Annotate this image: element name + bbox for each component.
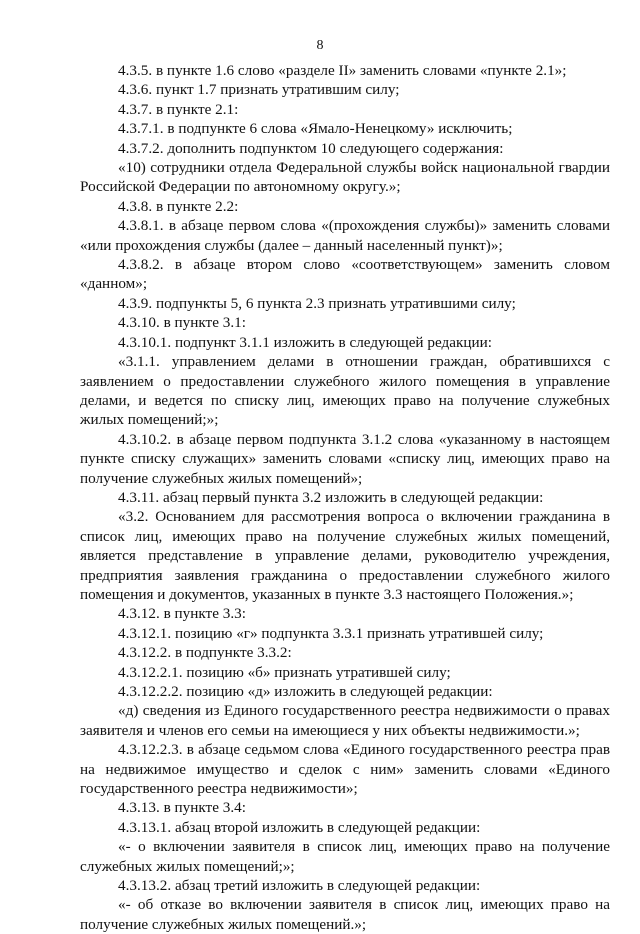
paragraph: 4.3.10. в пункте 3.1: (118, 314, 246, 332)
paragraph: 4.3.12.2.1. позицию «б» признать утратившей силу; (118, 663, 451, 681)
paragraph: 4.3.6. пункт 1.7 признать утратившим силу; (118, 81, 400, 99)
paragraph: 4.3.5. в пункте 1.6 слово «разделе II» заменить словами «пункте 2.1»; (118, 62, 567, 79)
paragraph: 4.3.7. в пункте 2.1: (118, 100, 239, 118)
paragraph: «10) сотрудники отдела Федеральной службы войск национальной гвардии Российской Федерации по автономному округу.»; (80, 159, 610, 196)
paragraph: 4.3.12.1. позицию «г» подпункта 3.3.1 признать утратившей силу; (118, 624, 544, 642)
paragraph: 4.3.7.1. в подпункте 6 слова «Ямало-Ненецкому» исключить; (118, 120, 513, 138)
paragraph: 4.3.12. в пункте 3.3: (118, 605, 246, 623)
paragraph: 4.3.10.2. в абзаце первом подпункта 3.1.2 слова «указанному в настоящем пункте списку служащих» заменить словами «списку лиц, имеющих право на получение служебных жилых помещений»; (80, 430, 610, 487)
paragraph: 4.3.12.2.2. позицию «д» изложить в следующей редакции: (118, 683, 493, 700)
paragraph: «- об отказе во включении заявителя в список лиц, имеющих право на получение служебных жилых помещений.»; (80, 896, 610, 933)
paragraph: «3.2. Основанием для рассмотрения вопроса о включении гражданина в список лиц, имеющих право на получение служебных жилых помещений, является представление в управление делами, руководителю учреждения, предприятия заявления гражданина о предоставлении служебного жилого помещения и документов, указанных в пункте 3.3 настоящего Положения.»; (80, 508, 610, 603)
paragraph: 4.3.12.2.3. в абзаце седьмом слова «Единого государственного реестра прав на недвижимое имущество и сделок с ним» заменить словами «Единого государственного реестра недвижимости»; (80, 741, 610, 798)
paragraph: 4.3.8. в пункте 2.2: (118, 197, 239, 215)
paragraph: 4.3.13. в пункте 3.4: (118, 799, 246, 817)
paragraph: 4.3.11. абзац первый пункта 3.2 изложить в следующей редакции: (118, 488, 544, 506)
paragraph: 4.3.13.1. абзац второй изложить в следующей редакции: (118, 818, 481, 836)
paragraph: 4.3.13.2. абзац третий изложить в следующей редакции: (118, 877, 481, 895)
paragraph: «3.1.1. управлением делами в отношении граждан, обратившихся с заявлением о предоставлении служебного жилого помещения в управление делами, и ведется по списку лиц, имеющих право на получение служебных жилых помещений;»; (80, 353, 610, 429)
document-body (80, 61, 610, 934)
paragraph: 4.3.8.1. в абзаце первом слова «(прохождения службы)» заменить словами «или прохождения службы (далее – данный населенный пункт)»; (80, 217, 610, 254)
paragraph: «д) сведения из Единого государственного реестра недвижимости о правах заявителя и членов его семьи на имеющиеся у них объекты недвижимости.»; (80, 702, 610, 739)
page-number: 8 (316, 38, 324, 53)
paragraph: 4.3.10.1. подпункт 3.1.1 изложить в следующей редакции: (118, 333, 492, 351)
paragraph: 4.3.12.2. в подпункте 3.3.2: (118, 644, 292, 662)
paragraph: 4.3.8.2. в абзаце втором слово «соответствующем» заменить словом «данном»; (80, 256, 610, 293)
paragraph: «- о включении заявителя в список лиц, имеющих право на получение служебных жилых помещений;»; (80, 838, 610, 875)
paragraph: 4.3.7.2. дополнить подпунктом 10 следующего содержания: (118, 139, 504, 157)
paragraph: 4.3.9. подпункты 5, 6 пункта 2.3 признать утратившими силу; (118, 294, 516, 312)
